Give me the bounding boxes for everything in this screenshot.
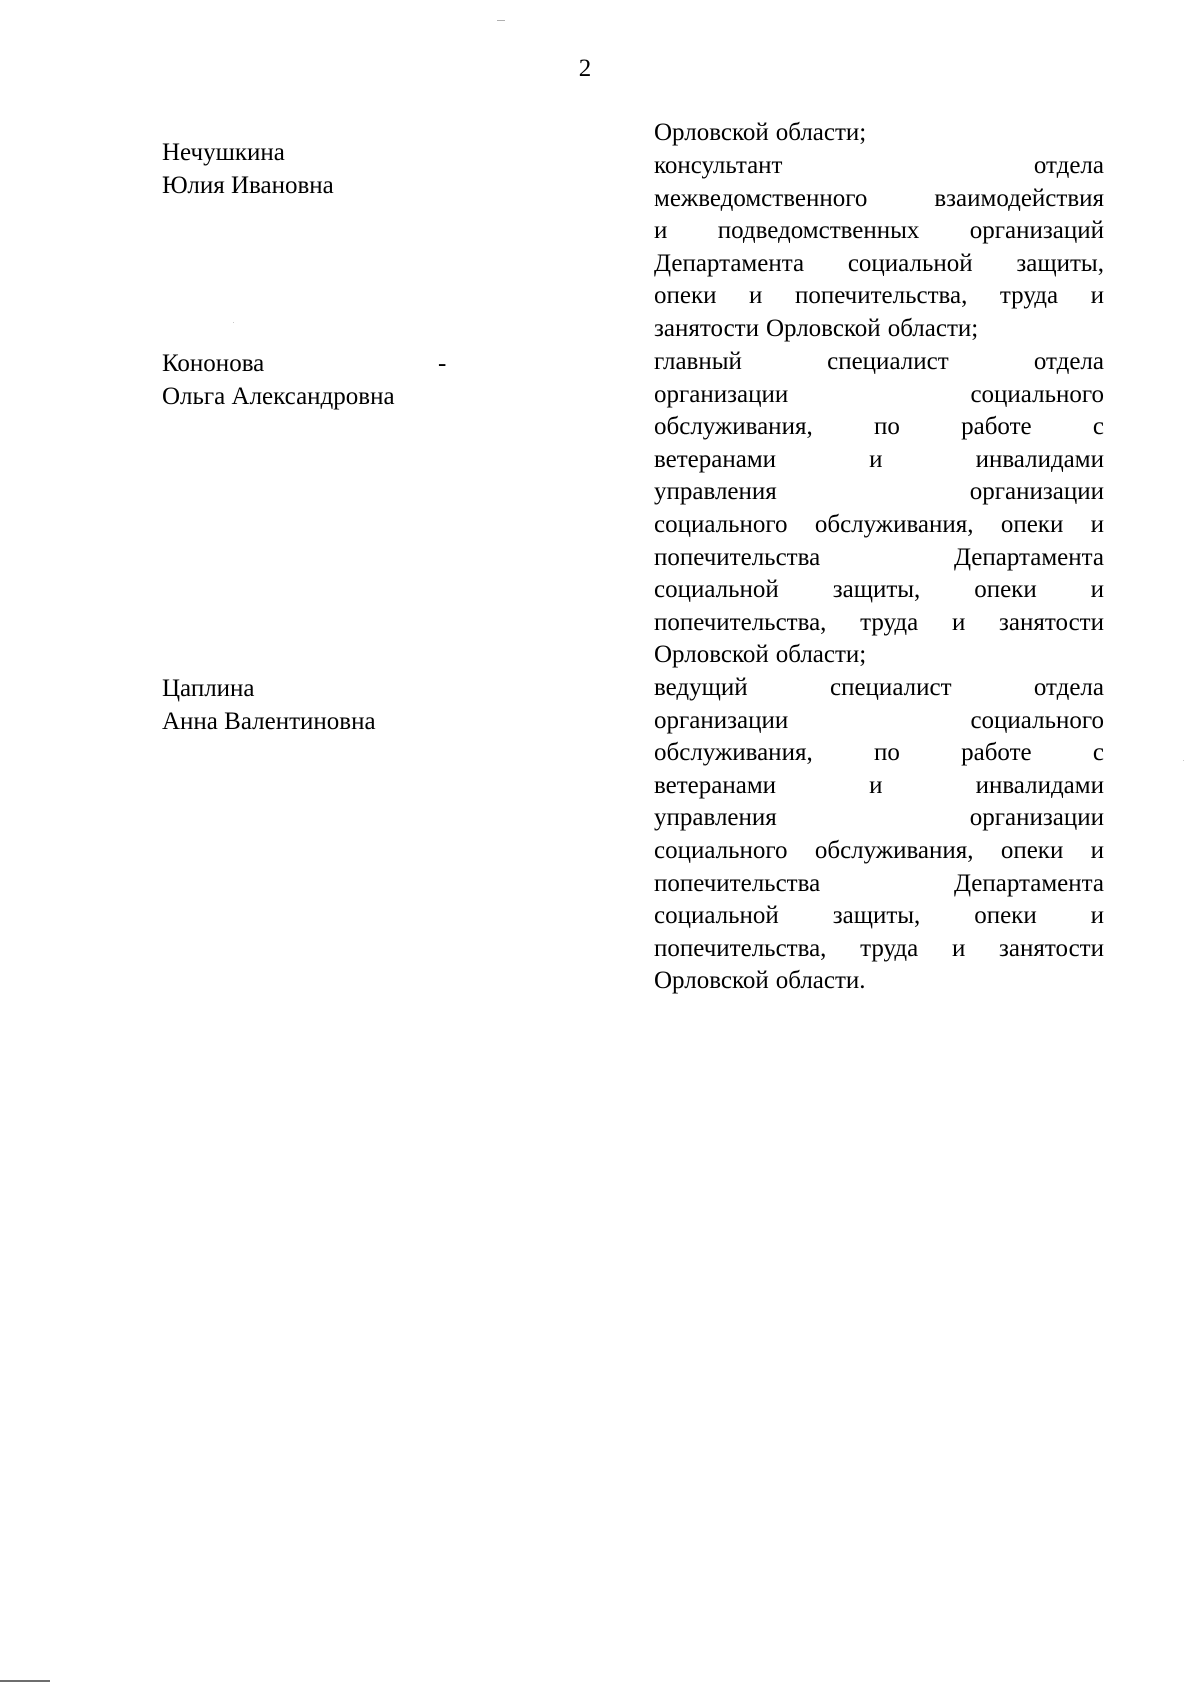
word: организации	[654, 380, 789, 408]
word: и	[1090, 902, 1104, 930]
word: области;	[887, 314, 979, 342]
position-line	[654, 444, 1104, 477]
word: обслуживания,	[814, 836, 974, 864]
word: специалист	[829, 674, 952, 701]
word: области;	[775, 119, 867, 146]
word: труда	[860, 934, 919, 962]
position-line	[654, 280, 1104, 313]
word: ветеранами	[654, 771, 777, 799]
position-line	[654, 737, 1104, 770]
word: управления	[654, 804, 777, 832]
position-line	[654, 117, 1104, 150]
word: и	[951, 608, 966, 636]
position-line	[654, 379, 1104, 412]
person-name-tsaplina	[162, 673, 376, 738]
position-line	[654, 802, 1104, 835]
word: попечительства,	[654, 608, 827, 636]
word: ведущий	[654, 674, 748, 701]
word: организации	[969, 804, 1104, 832]
word: Департамента	[953, 869, 1104, 897]
page-number-text: 2	[578, 55, 592, 82]
position-line	[654, 835, 1104, 868]
word: главный	[654, 348, 742, 375]
word: обслуживания,	[654, 413, 813, 441]
word: защиты,	[832, 576, 921, 604]
word: подведомственных	[717, 217, 920, 245]
name-dash: -	[438, 350, 447, 377]
word: по	[873, 413, 900, 441]
surname: Кононова	[162, 350, 265, 377]
word: области;	[775, 641, 867, 669]
person-name-nechushkina	[162, 137, 334, 202]
person-name-kononova	[162, 348, 447, 413]
word: занятости	[999, 934, 1104, 962]
word: и	[654, 217, 668, 245]
position-line	[654, 965, 1104, 998]
position-line	[654, 313, 1104, 346]
surname: Нечушкина	[162, 139, 285, 166]
position-line	[654, 574, 1104, 607]
word: отдела	[1033, 152, 1104, 179]
position-line	[654, 411, 1104, 444]
word: взаимодействия	[934, 184, 1104, 212]
word: труда	[999, 282, 1059, 310]
scan-speck	[1183, 760, 1184, 761]
word: и	[951, 934, 966, 962]
surname: Цаплина	[162, 675, 255, 702]
position-description-tsaplina	[654, 672, 1104, 998]
word: ветеранами	[654, 445, 777, 473]
position-line	[654, 476, 1104, 509]
word: работе	[961, 413, 1032, 441]
scan-edge-rule	[0, 1680, 50, 1682]
word: социального	[970, 706, 1104, 734]
word: попечительства	[654, 869, 821, 897]
word: и	[1090, 576, 1104, 604]
position-line	[654, 150, 1104, 183]
word: межведомственного	[654, 184, 868, 212]
position-line	[654, 346, 1104, 379]
word: социальной	[654, 576, 779, 604]
word: обслуживания,	[814, 510, 974, 538]
word: Орловской	[654, 967, 769, 995]
position-line	[654, 607, 1104, 640]
position-line	[654, 215, 1104, 248]
position-line	[654, 770, 1104, 803]
position-line	[654, 900, 1104, 933]
word: опеки	[1000, 510, 1064, 538]
word: Департамента	[953, 543, 1104, 571]
position-line	[654, 509, 1104, 542]
word: занятости	[999, 608, 1104, 636]
position-line	[654, 705, 1104, 738]
position-line	[654, 672, 1104, 705]
word: специалист	[827, 348, 949, 375]
position-line	[654, 248, 1104, 281]
word: и	[1090, 836, 1104, 864]
word: обслуживания,	[654, 739, 813, 767]
word: опеки	[974, 902, 1037, 930]
position-description-nechushkina	[654, 150, 1104, 346]
word: работе	[961, 739, 1032, 767]
word: попечительства,	[794, 282, 968, 310]
scan-artifact-mark	[497, 20, 505, 21]
word: социальной	[654, 902, 779, 930]
word: опеки	[974, 576, 1037, 604]
word: опеки	[654, 282, 717, 310]
position-line	[654, 868, 1104, 901]
position-line	[654, 933, 1104, 966]
word: защиты,	[832, 902, 921, 930]
word: социального	[654, 510, 788, 538]
word: организаций	[969, 217, 1104, 245]
position-line	[654, 639, 1104, 672]
word: и	[869, 771, 883, 799]
word: консультант	[654, 152, 783, 179]
word: по	[873, 739, 900, 767]
word: и	[869, 445, 883, 473]
word: Департамента	[654, 249, 805, 277]
word: занятости	[654, 314, 759, 342]
word: инвалидами	[975, 445, 1104, 473]
word: Орловской	[654, 641, 769, 669]
given-names: Анна Валентиновна	[162, 707, 376, 735]
word: социального	[970, 380, 1104, 408]
word: попечительства,	[654, 934, 827, 962]
word: Орловской	[654, 119, 769, 146]
word: отдела	[1033, 674, 1104, 701]
position-line	[654, 542, 1104, 575]
word: с	[1092, 413, 1104, 441]
word: управления	[654, 478, 777, 506]
word: защиты,	[1016, 249, 1104, 277]
position-line	[654, 183, 1104, 216]
word: попечительства	[654, 543, 821, 571]
entry-continuation-position	[654, 117, 1104, 150]
word: отдела	[1033, 348, 1104, 375]
given-names: Ольга Александровна	[162, 382, 395, 410]
word: и	[1090, 510, 1104, 538]
word: и	[1090, 282, 1104, 310]
word: организации	[654, 706, 789, 734]
word: с	[1092, 739, 1104, 767]
word: области.	[775, 967, 866, 995]
given-names: Юлия Ивановна	[162, 171, 334, 199]
position-description-kononova	[654, 346, 1104, 672]
word: организации	[969, 478, 1104, 506]
word: инвалидами	[975, 771, 1104, 799]
word: труда	[860, 608, 919, 636]
word: и	[749, 282, 763, 310]
page-number	[0, 54, 1200, 84]
word: социального	[654, 836, 788, 864]
word: социальной	[847, 249, 973, 277]
word: опеки	[1000, 836, 1064, 864]
word: Орловской	[765, 314, 881, 342]
scan-speck	[233, 322, 234, 323]
